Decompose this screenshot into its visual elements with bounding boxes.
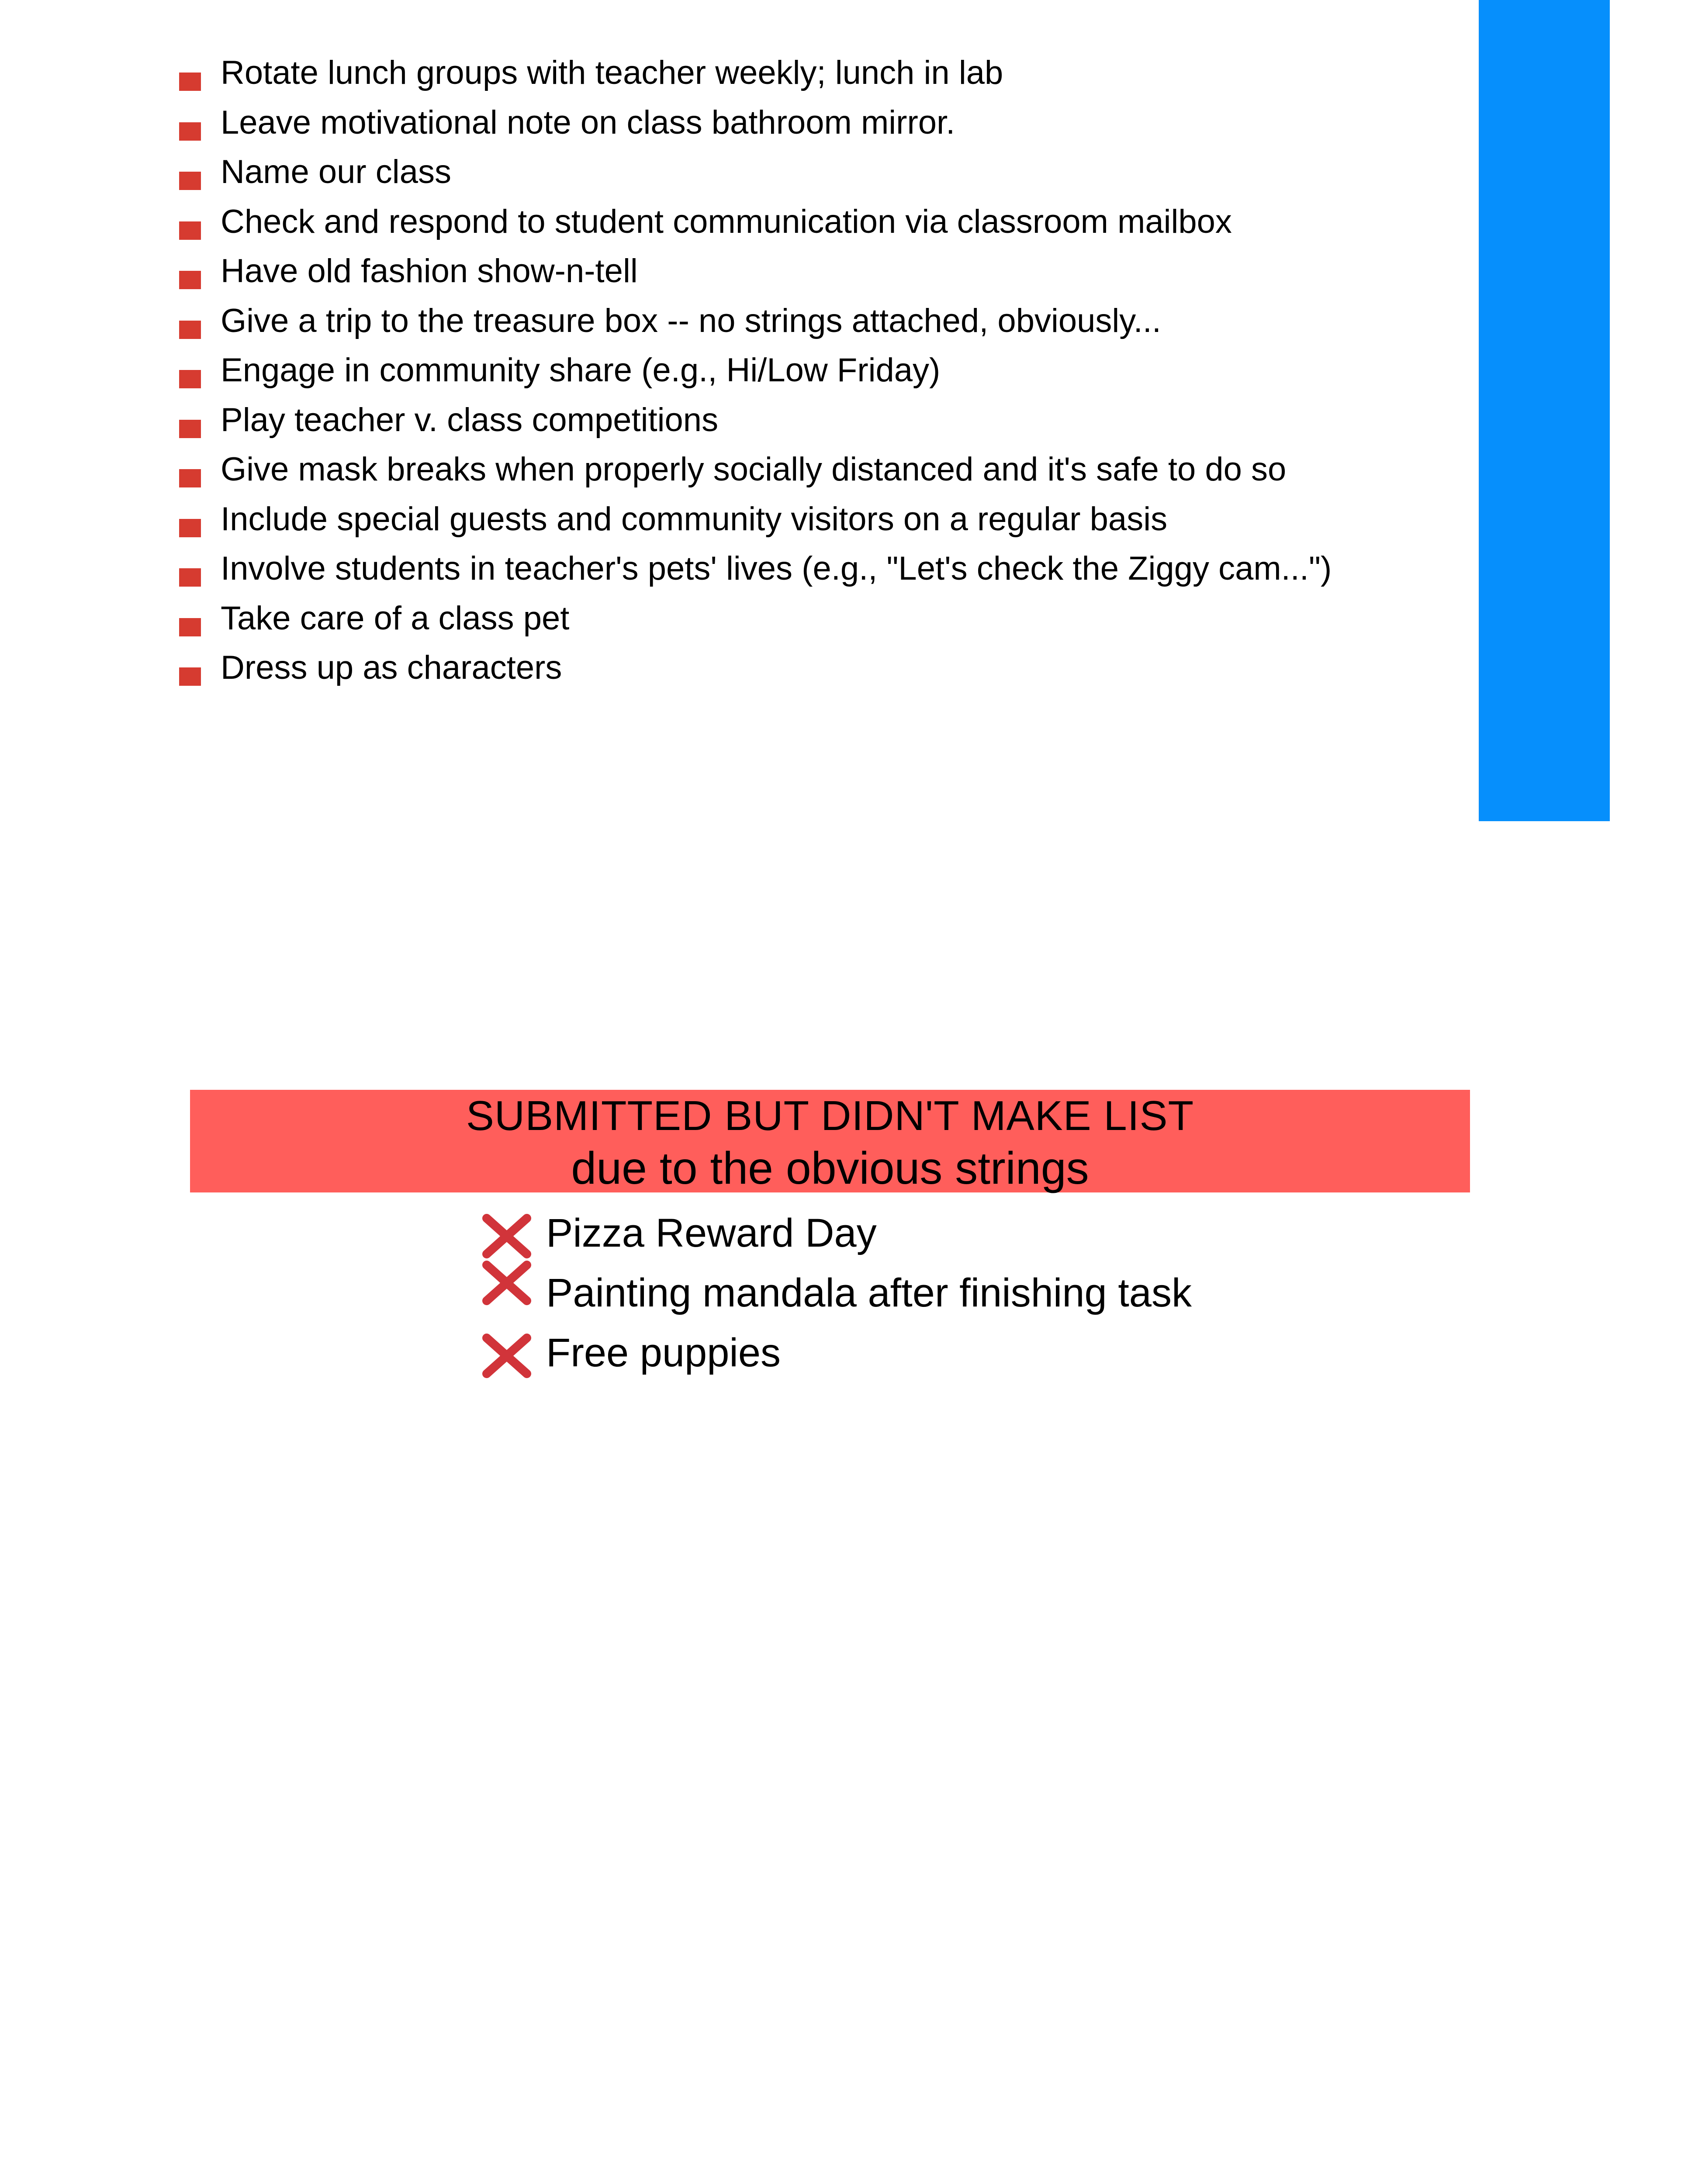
list-item xyxy=(179,246,1332,296)
x-mark-icon xyxy=(481,1212,533,1260)
rejected-item-text: Painting mandala after finishing task xyxy=(546,1271,1192,1315)
square-bullet-icon xyxy=(179,519,201,537)
list-item xyxy=(179,445,1332,494)
rejected-item xyxy=(481,1323,1192,1383)
rejected-item xyxy=(481,1263,1192,1323)
square-bullet-icon xyxy=(179,420,201,438)
list-item-text: Engage in community share (e.g., Hi/Low Friday) xyxy=(221,352,941,389)
list-item xyxy=(179,544,1332,594)
square-bullet-icon xyxy=(179,667,201,686)
list-item xyxy=(179,346,1332,395)
list-item-text: Give a trip to the treasure box -- no strings attached, obviously... xyxy=(221,302,1161,339)
list-item xyxy=(179,48,1332,98)
list-item-text: Leave motivational note on class bathroom mirror. xyxy=(221,104,955,141)
rejected-item xyxy=(481,1203,1192,1263)
square-bullet-icon xyxy=(179,469,201,487)
square-bullet-icon xyxy=(179,568,201,587)
list-item-text: Take care of a class pet xyxy=(221,599,570,637)
list-item-text: Rotate lunch groups with teacher weekly; lunch in lab xyxy=(221,54,1003,91)
list-item xyxy=(179,197,1332,247)
square-bullet-icon xyxy=(179,370,201,388)
list-item xyxy=(179,594,1332,643)
square-bullet-icon xyxy=(179,618,201,636)
banner-subtitle: due to the obvious strings xyxy=(571,1143,1089,1194)
banner-title: SUBMITTED BUT DIDN'T MAKE LIST xyxy=(466,1092,1194,1139)
x-mark-icon xyxy=(481,1259,533,1307)
square-bullet-icon xyxy=(179,321,201,339)
list-item-text: Name our class xyxy=(221,153,451,190)
list-item-text: Play teacher v. class competitions xyxy=(221,401,719,439)
list-item xyxy=(179,643,1332,693)
square-bullet-icon xyxy=(179,271,201,289)
rejected-item-text: Free puppies xyxy=(546,1330,781,1375)
list-item-text: Include special guests and community visitors on a regular basis xyxy=(221,500,1168,538)
square-bullet-icon xyxy=(179,73,201,91)
list-item xyxy=(179,395,1332,445)
list-item xyxy=(179,147,1332,197)
square-bullet-icon xyxy=(179,122,201,141)
list-item-text: Have old fashion show-n-tell xyxy=(221,252,638,290)
x-mark-icon xyxy=(481,1332,533,1380)
list-item-text: Give mask breaks when properly socially distanced and it's safe to do so xyxy=(221,451,1287,488)
square-bullet-icon xyxy=(179,221,201,240)
list-item xyxy=(179,98,1332,148)
rejected-list xyxy=(481,1203,1192,1383)
side-accent-bar xyxy=(1479,0,1610,821)
list-item xyxy=(179,296,1332,346)
list-item-text: Involve students in teacher's pets' lives (e.g., "Let's check the Ziggy cam...") xyxy=(221,550,1332,587)
ideas-list xyxy=(179,48,1332,693)
list-item xyxy=(179,494,1332,544)
rejected-item-text: Pizza Reward Day xyxy=(546,1211,877,1255)
list-item-text: Check and respond to student communication via classroom mailbox xyxy=(221,203,1232,240)
square-bullet-icon xyxy=(179,172,201,190)
list-item-text: Dress up as characters xyxy=(221,649,562,686)
